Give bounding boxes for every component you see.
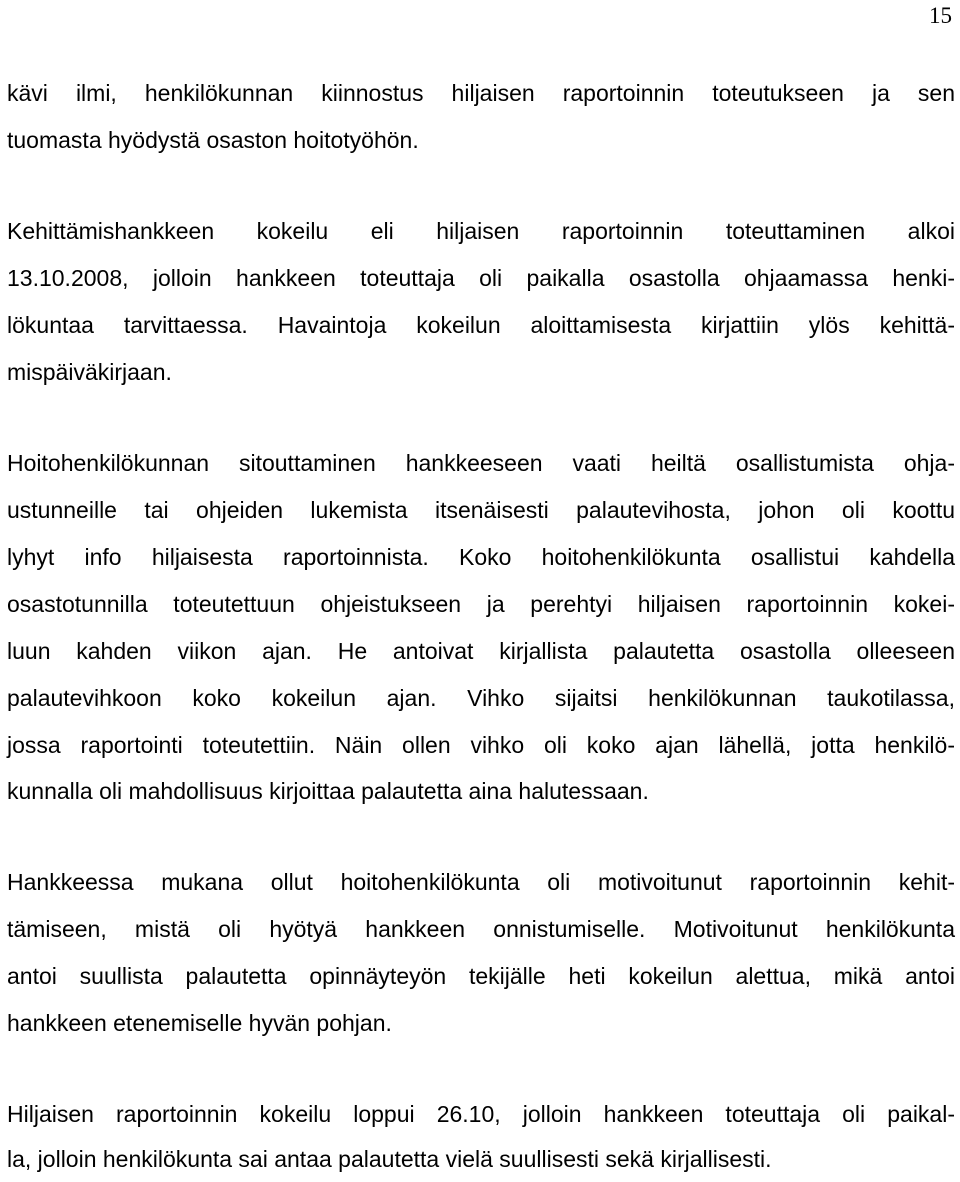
text-line: Hoitohenkilökunnan sitouttaminen hankkeeseen vaati heiltä osallistumista ohja- — [7, 450, 955, 476]
text-line: lökuntaa tarvittaessa. Havaintoja kokeilun aloittamisesta kirjattiin ylös kehittä- — [7, 312, 955, 338]
text-line: tämiseen, mistä oli hyötyä hankkeen onnistumiselle. Motivoitunut henkilökunta — [7, 916, 955, 942]
page-number: 15 — [929, 3, 952, 28]
text-line: Hankkeessa mukana ollut hoitohenkilökunta oli motivoitunut raportoinnin kehit- — [7, 869, 955, 895]
text-line: ustunneille tai ohjeiden lukemista itsenäisesti palautevihosta, johon oli koottu — [7, 497, 955, 523]
text-line: lyhyt info hiljaisesta raportoinnista. Koko hoitohenkilökunta osallistui kahdella — [7, 544, 955, 570]
text-line: osastotunnilla toteutettuun ohjeistukseen ja perehtyi hiljaisen raportoinnin kokei- — [7, 591, 955, 617]
text-line: hankkeen etenemiselle hyvän pohjan. — [7, 1010, 392, 1036]
text-line: Hiljaisen raportoinnin kokeilu loppui 26.10, jolloin hankkeen toteuttaja oli paikal- — [7, 1101, 955, 1127]
text-line: luun kahden viikon ajan. He antoivat kirjallista palautetta osastolla olleeseen — [7, 638, 955, 664]
text-line: jossa raportointi toteutettiin. Näin ollen vihko oli koko ajan lähellä, jotta henkilö- — [7, 732, 955, 758]
text-line: tuomasta hyödystä osaston hoitotyöhön. — [7, 127, 419, 153]
text-line: la, jolloin henkilökunta sai antaa palautetta vielä suullisesti sekä kirjallisesti. — [7, 1146, 772, 1172]
text-line: palautevihkoon koko kokeilun ajan. Vihko sijaitsi henkilökunnan taukotilassa, — [7, 685, 955, 711]
text-line: kunnalla oli mahdollisuus kirjoittaa palautetta aina halutessaan. — [7, 778, 649, 804]
text-line: mispäiväkirjaan. — [7, 359, 172, 385]
text-line: 13.10.2008, jolloin hankkeen toteuttaja oli paikalla osastolla ohjaamassa henki- — [7, 265, 955, 291]
text-line: Kehittämishankkeen kokeilu eli hiljaisen raportoinnin toteuttaminen alkoi — [7, 218, 955, 244]
text-line: antoi suullista palautetta opinnäyteyön tekijälle heti kokeilun alettua, mikä antoi — [7, 963, 955, 989]
text-line: kävi ilmi, henkilökunnan kiinnostus hiljaisen raportoinnin toteutukseen ja sen — [7, 80, 955, 106]
